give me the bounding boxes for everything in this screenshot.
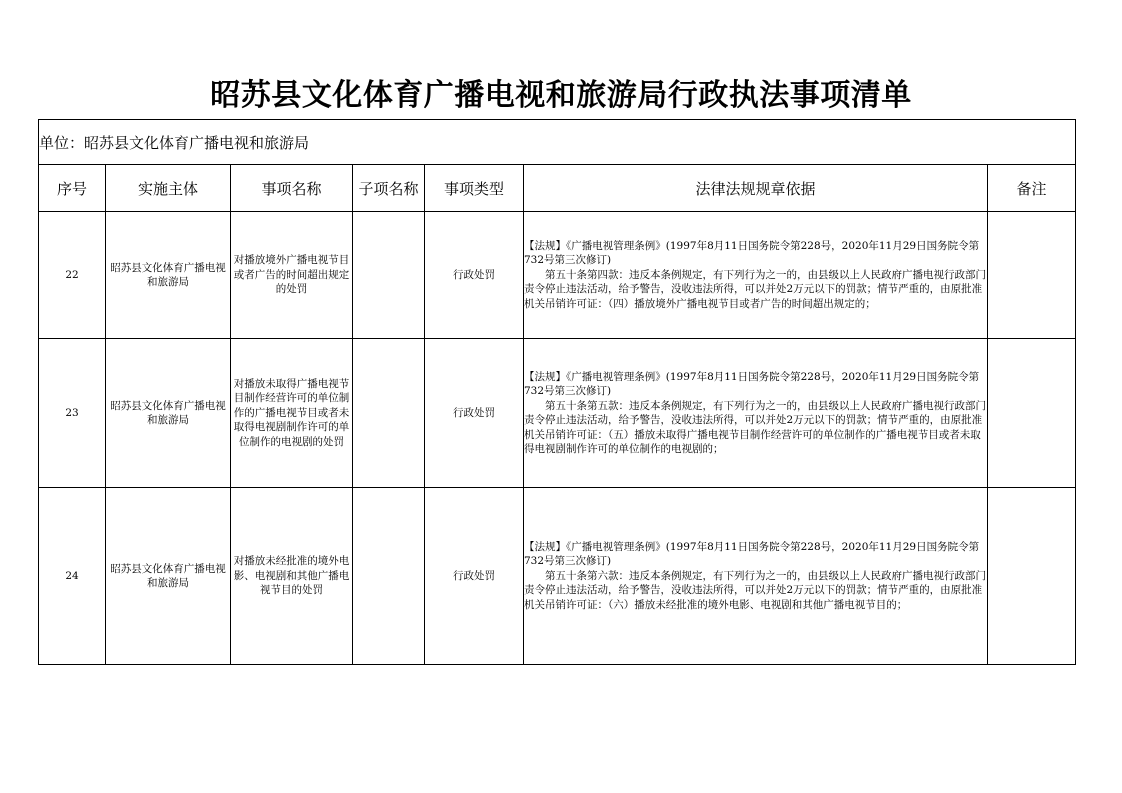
basis-law: 【法规】《广播电视管理条例》(1997年8月11日国务院令第228号，2020年11月29日国务院令第732号第三次修订) <box>524 370 980 397</box>
row-remark <box>988 212 1076 339</box>
basis-article: 第五十条第四款：违反本条例规定，有下列行为之一的，由县级以上人民政府广播电视行政部门责令停止违法活动，给予警告，没收违法所得，可以并处2万元以下的罚款；情节严重的，由原批准机关吊销许可证：（四）播放境外广播电视节目或者广告的时间超出规定的； <box>524 268 986 310</box>
basis-article: 第五十条第六款：违反本条例规定，有下列行为之一的，由县级以上人民政府广播电视行政部门责令停止违法活动，给予警告，没收违法所得，可以并处2万元以下的罚款；情节严重的，由原批准机关吊销许可证：（六）播放未经批准的境外电影、电视剧和其他广播电视节目的； <box>524 569 986 611</box>
header-subject: 实施主体 <box>106 165 231 212</box>
table-row <box>39 488 1076 665</box>
basis-law: 【法规】《广播电视管理条例》(1997年8月11日国务院令第228号，2020年11月29日国务院令第732号第三次修订) <box>524 540 980 568</box>
row-type: 行政处罚 <box>425 339 524 488</box>
row-item: 对播放境外广播电视节目或者广告的时间超出规定的处罚 <box>231 212 353 339</box>
row-no: 23 <box>39 339 106 488</box>
header-no: 序号 <box>39 165 106 212</box>
row-remark <box>988 339 1076 488</box>
row-item: 对播放未经批准的境外电影、电视剧和其他广播电视节目的处罚 <box>231 488 353 665</box>
table-row <box>39 212 1076 339</box>
row-no: 24 <box>39 488 106 665</box>
row-basis <box>524 488 988 665</box>
header-basis: 法律法规规章依据 <box>524 165 988 212</box>
header-item: 事项名称 <box>231 165 353 212</box>
row-subject: 昭苏县文化体育广播电视和旅游局 <box>106 212 231 339</box>
unit-row <box>39 120 1076 165</box>
table-row <box>39 339 1076 488</box>
enforcement-table <box>38 119 1076 665</box>
header-remark: 备注 <box>988 165 1076 212</box>
row-subject: 昭苏县文化体育广播电视和旅游局 <box>106 339 231 488</box>
page-title: 昭苏县文化体育广播电视和旅游局行政执法事项清单 <box>210 78 912 113</box>
row-subitem <box>353 212 425 339</box>
row-remark <box>988 488 1076 665</box>
row-type: 行政处罚 <box>425 212 524 339</box>
basis-law: 【法规】《广播电视管理条例》(1997年8月11日国务院令第228号，2020年11月29日国务院令第732号第三次修订) <box>524 239 980 267</box>
row-basis <box>524 339 988 488</box>
row-basis <box>524 212 988 339</box>
row-type: 行政处罚 <box>425 488 524 665</box>
row-no: 22 <box>39 212 106 339</box>
row-item: 对播放未取得广播电视节目制作经营许可的单位制作的广播电视节目或者未取得电视剧制作许可的单位制作的电视剧的处罚 <box>231 339 353 488</box>
basis-article: 第五十条第五款：违反本条例规定，有下列行为之一的，由县级以上人民政府广播电视行政部门责令停止违法活动，给予警告，没收违法所得，可以并处2万元以下的罚款；情节严重的，由原批准机关吊销许可证：（五）播放未取得广播电视节目制作经营许可的单位制作的广播电视节目或者未取得电视剧制作许可的单位制作的电视剧的； <box>524 399 986 455</box>
header-type: 事项类型 <box>425 165 524 212</box>
unit-label: 单位：昭苏县文化体育广播电视和旅游局 <box>39 120 1076 165</box>
header-subitem: 子项名称 <box>353 165 425 212</box>
row-subject: 昭苏县文化体育广播电视和旅游局 <box>106 488 231 665</box>
header-row <box>39 165 1076 212</box>
row-subitem <box>353 339 425 488</box>
row-subitem <box>353 488 425 665</box>
